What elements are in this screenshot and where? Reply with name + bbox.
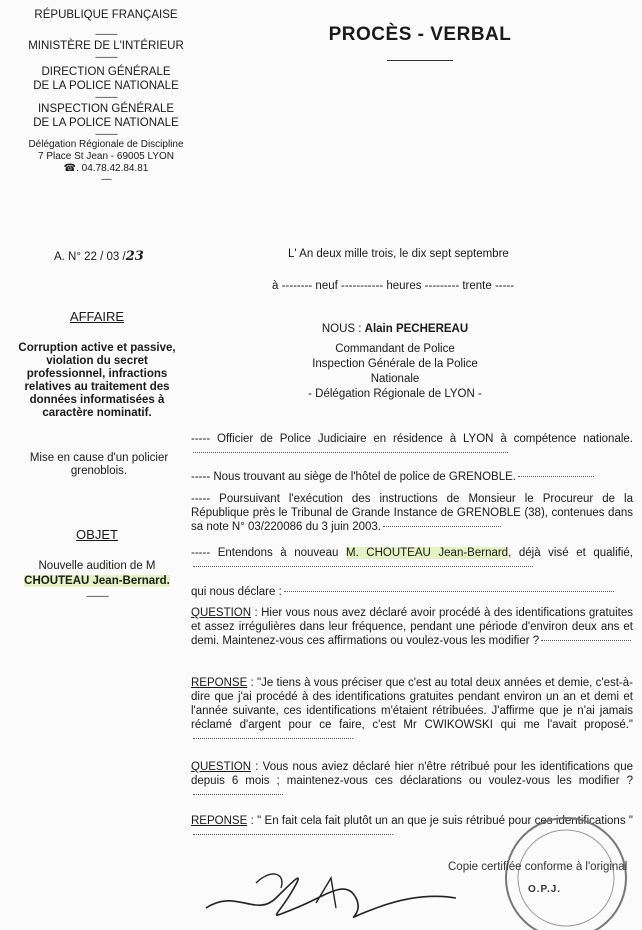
reference-prefix: A. N° 22 / 03 / <box>54 251 126 263</box>
witness-name: M. CHOUTEAU Jean-Bernard <box>345 547 509 559</box>
header-end-separator: ----- <box>101 174 111 184</box>
question-1: QUESTION : Hier vous nous avez déclaré avoir procédé à des identifications gratuites et assez irrégulières dans leur fréquence, pendant une période d'environ deux ans et demi. Maintenez-vous ces affirmations ou voulez-vous les modifier ? <box>191 607 633 647</box>
officer-service: Inspection Générale de la Police Nationale <box>312 358 478 385</box>
republic-label: RÉPUBLIQUE FRANÇAISE <box>34 9 178 21</box>
address-label: 7 Place St Jean - 69005 LYON <box>37 151 174 162</box>
dgpn-line-1: DIRECTION GÉNÉRALE <box>41 66 171 78</box>
igpn-line-2: DE LA POLICE NATIONALE <box>33 117 179 129</box>
reference-handwritten: 23 <box>125 249 144 264</box>
paragraph-declares: qui nous déclare : <box>191 585 633 599</box>
answer-1: REPONSE : "Je tiens à vous préciser que c'est au total deux années et demie, c'est-à-dire que j'ai procédé à des identifications gratuites pendant environ un an et demi et l'année suivante, ces identifications m'étaient rétribuées. J'affirme que je n'ai jamais réclamé d'argent pour ce faire, c'est Mr CWIKOWSKI qui me l'avait proposé." <box>191 676 633 746</box>
ministry-label: MINISTÈRE DE L'INTÉRIEUR <box>28 40 184 52</box>
objet-name-line <box>6 575 188 588</box>
objet-separator: ----------- <box>86 591 108 601</box>
igpn-line-1: INSPECTION GÉNÉRALE <box>37 103 175 115</box>
question-label: QUESTION <box>191 761 252 773</box>
header-separator: ----------- <box>95 129 117 139</box>
paragraph-witness: ----- Entendons à nouveau M. CHOUTEAU Jean-Bernard, déjà visé et qualifié, <box>191 546 633 574</box>
stamp-text: O.P.J. <box>528 884 562 895</box>
title-underline <box>387 60 453 61</box>
date-line: L' An deux mille trois, le dix sept septembre <box>288 248 509 260</box>
nous-label: NOUS : <box>321 323 365 335</box>
paragraph-instructions: ----- Poursuivant l'exécution des instructions de Monsieur le Procureur de la République près le Tribunal de Grande Instance de GRENOBLE (38), contenues dans sa note N° 03/220086 du 3 juin 2003. <box>191 493 633 533</box>
affaire-description: Corruption active et passive, violation du secret professionnel, infractions relatives au traitement des données informatisées à caractère nominatif. <box>18 342 176 419</box>
objet-person-name: CHOUTEAU Jean-Bernard. <box>24 575 170 587</box>
header-separator: ----------- <box>95 92 117 102</box>
paragraph-opj: ----- Officier de Police Judiciaire en résidence à LYON à compétence nationale. <box>191 432 633 460</box>
time-line: à -------- neuf ----------- heures --------- trente ----- <box>272 280 515 292</box>
ministry-header <box>8 8 204 184</box>
page-title: PROCÈS - VERBAL <box>328 24 512 45</box>
phone-icon: ☎. <box>63 163 79 174</box>
officer-name: Alain PECHEREAU <box>364 323 469 335</box>
question-label: QUESTION <box>191 607 252 619</box>
question-2: QUESTION : Vous nous aviez déclaré hier n'être rétribué pour les identifications que depuis 6 mois ; maintenez-vous ces déclarations ou voulez-vous les modifier ? <box>191 760 633 802</box>
answer-label: REPONSE <box>191 677 248 689</box>
header-separator: ----------- <box>95 29 117 39</box>
header-separator: ----------- <box>95 52 117 62</box>
paragraph-location: ----- Nous trouvant au siège de l'hôtel de police de GRENOBLE. <box>191 470 633 484</box>
certification-text: Copie certifiée conforme à l'original <box>448 861 628 873</box>
officer-block <box>290 322 500 402</box>
case-reference <box>54 249 144 264</box>
answer-label: REPONSE <box>191 815 248 827</box>
objet-line: Nouvelle audition de M <box>38 560 156 572</box>
objet-heading: OBJET <box>76 527 118 542</box>
dgpn-line-2: DE LA POLICE NATIONALE <box>33 80 179 92</box>
officer-delegation: - Délégation Régionale de LYON - <box>308 388 482 400</box>
affaire-note: Mise en cause d'un policier grenoblois. <box>29 452 169 477</box>
delegation-label: Délégation Régionale de Discipline <box>28 139 184 150</box>
affaire-heading: AFFAIRE <box>69 309 125 324</box>
answer-2: REPONSE : " En fait cela fait plutôt un an que je suis rétribué pour ces identifications " <box>191 814 633 842</box>
signature <box>196 848 496 923</box>
phone-number: 04.78.42.84.81 <box>81 163 149 174</box>
officer-rank: Commandant de Police <box>335 343 455 355</box>
